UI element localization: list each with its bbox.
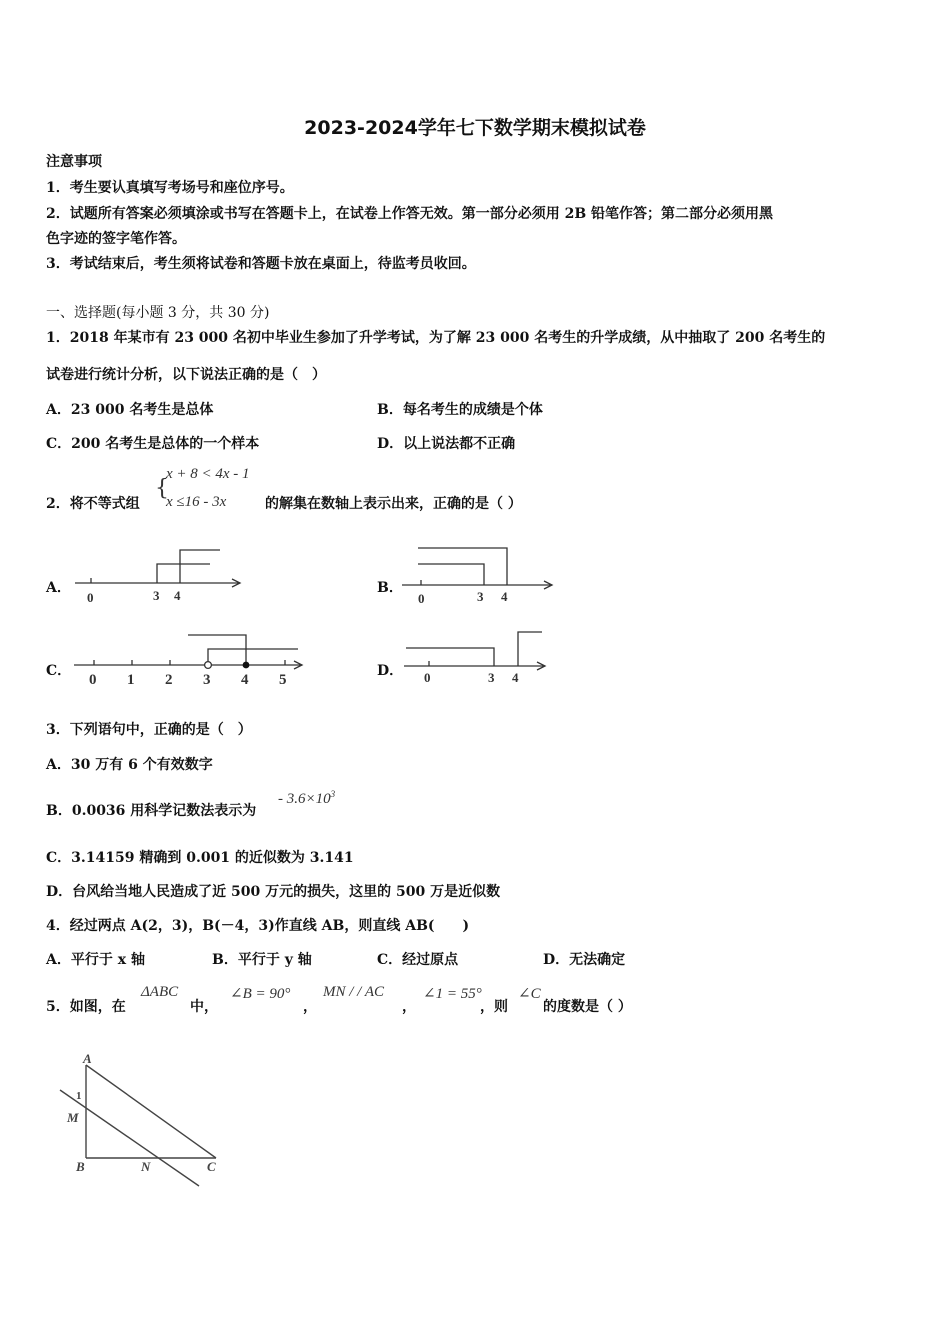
- point-label: N: [141, 1159, 151, 1174]
- section-heading: 一、选择题(每小题 3 分，共 30 分): [46, 305, 270, 321]
- notice-item: 2．试题所有答案必须填涂或书写在答题卡上，在试卷上作答无效。第一部分必须用 2B 铅笔作答；第二部分必须用黑: [46, 206, 774, 222]
- q1-option-d: D．以上说法都不正确: [377, 436, 516, 452]
- tick-label: 3: [477, 589, 484, 604]
- q1-stem-line2: 试卷进行统计分析，以下说法正确的是（ ）: [46, 367, 326, 383]
- ray-from-4: [518, 632, 542, 666]
- q5-math: ∠B = 90°: [230, 986, 291, 1002]
- number-line-b: [400, 540, 560, 610]
- q2-suffix: 的解集在数轴上表示出来，正确的是（ ）: [265, 496, 522, 512]
- vertex-label: C: [207, 1159, 216, 1174]
- q2-inequality-2: x ≤16 - 3x: [166, 494, 227, 510]
- triangle-figure: [52, 1048, 232, 1188]
- tick-label: 3: [153, 588, 160, 603]
- ray-to-4: [188, 635, 246, 665]
- tick-label: 4: [501, 589, 508, 604]
- tick-label: 4: [174, 588, 181, 603]
- q3-option-b: B．0.0036 用科学记数法表示为: [46, 803, 257, 819]
- number-line-a: [70, 540, 250, 610]
- q5-math: ∠C: [518, 986, 541, 1002]
- q1-option-b: B．每名考生的成绩是个体: [377, 402, 543, 418]
- q5-stem-part: ，: [303, 999, 317, 1015]
- q5-math: ΔABC: [141, 984, 179, 1000]
- q1-option-a: A．23 000 名考生是总体: [46, 402, 214, 418]
- q5-stem-part: ，: [402, 999, 416, 1015]
- closed-point: [243, 662, 250, 669]
- tick-label: 3: [488, 670, 495, 685]
- brace-icon: {: [155, 476, 169, 501]
- tick-label: 5: [279, 672, 287, 688]
- q5-stem-part: 5．如图，在: [46, 999, 126, 1015]
- notice-item: 1．考生要认真填写考场号和座位序号。: [46, 180, 294, 196]
- q2-option-b-label: B．: [377, 580, 403, 596]
- q4-option-b: B．平行于 y 轴: [212, 952, 312, 968]
- tick-label: 4: [512, 670, 519, 685]
- number-line-d: [402, 628, 552, 690]
- angle-label: 1: [76, 1090, 82, 1102]
- vertex-label: A: [83, 1051, 92, 1066]
- q3-option-a: A．30 万有 6 个有效数字: [46, 757, 213, 773]
- ray-to-3: [406, 648, 494, 666]
- q2-prefix: 2．将不等式组: [46, 496, 140, 512]
- notice-item: 3．考试结束后，考生须将试卷和答题卡放在桌面上，待监考员收回。: [46, 256, 476, 272]
- q4-option-c: C．经过原点: [377, 952, 459, 968]
- q3-option-d: D．台风给当地人民造成了近 500 万元的损失，这里的 500 万是近似数: [46, 884, 501, 900]
- q5-stem-part: 中，: [190, 999, 218, 1015]
- notice-item: 色字迹的签字笔作答。: [46, 231, 186, 247]
- tick-label: 0: [89, 672, 97, 688]
- ray-to-3: [418, 564, 484, 585]
- q5-math: ∠1 = 55°: [423, 986, 482, 1002]
- ray-to-4: [418, 548, 507, 585]
- q2-option-d-label: D．: [377, 663, 404, 679]
- ray-from-4: [180, 550, 220, 583]
- q5-stem-part: 的度数是（ ）: [543, 999, 632, 1015]
- q2-inequality-1: x + 8 < 4x - 1: [166, 466, 250, 482]
- q2-option-a-label: A．: [46, 580, 71, 596]
- q3-stem: 3．下列语句中，正确的是（ ）: [46, 722, 252, 738]
- vertex-label: B: [76, 1159, 85, 1174]
- q4-option-d: D．无法确定: [543, 952, 626, 968]
- q5-stem-part: ，则: [480, 999, 508, 1015]
- tick-label: 4: [241, 672, 249, 688]
- point-label: M: [67, 1110, 79, 1125]
- q1-stem-line1: 1．2018 年某市有 23 000 名初中毕业生参加了升学考试，为了解 23 000 名考生的升学成绩，从中抽取了 200 名考生的: [46, 330, 826, 346]
- number-line-c: [70, 628, 310, 690]
- tick-label: 3: [203, 672, 211, 688]
- tick-label: 1: [127, 672, 135, 688]
- side-ac: [86, 1065, 216, 1158]
- q4-stem: 4．经过两点 A(2，3)，B(－4，3)作直线 AB，则直线 AB( ): [46, 918, 470, 934]
- tick-label: 0: [87, 590, 94, 605]
- tick-label: 0: [418, 591, 425, 606]
- open-point: [205, 662, 212, 669]
- q3-option-c: C．3.14159 精确到 0.001 的近似数为 3.141: [46, 850, 354, 866]
- q1-option-c: C．200 名考生是总体的一个样本: [46, 436, 260, 452]
- page-title: 2023-2024学年七下数学期末模拟试卷: [304, 117, 646, 139]
- notice-heading: 注意事项: [46, 154, 102, 170]
- q2-option-c-label: C．: [46, 663, 72, 679]
- q4-option-a: A．平行于 x 轴: [46, 952, 145, 968]
- tick-label: 0: [424, 670, 431, 685]
- ray-from-3: [157, 564, 210, 583]
- q3-option-b-math: - $3.6\times 10^3$: [278, 789, 336, 807]
- q5-math: MN / / AC: [323, 984, 384, 1000]
- tick-label: 2: [165, 672, 173, 688]
